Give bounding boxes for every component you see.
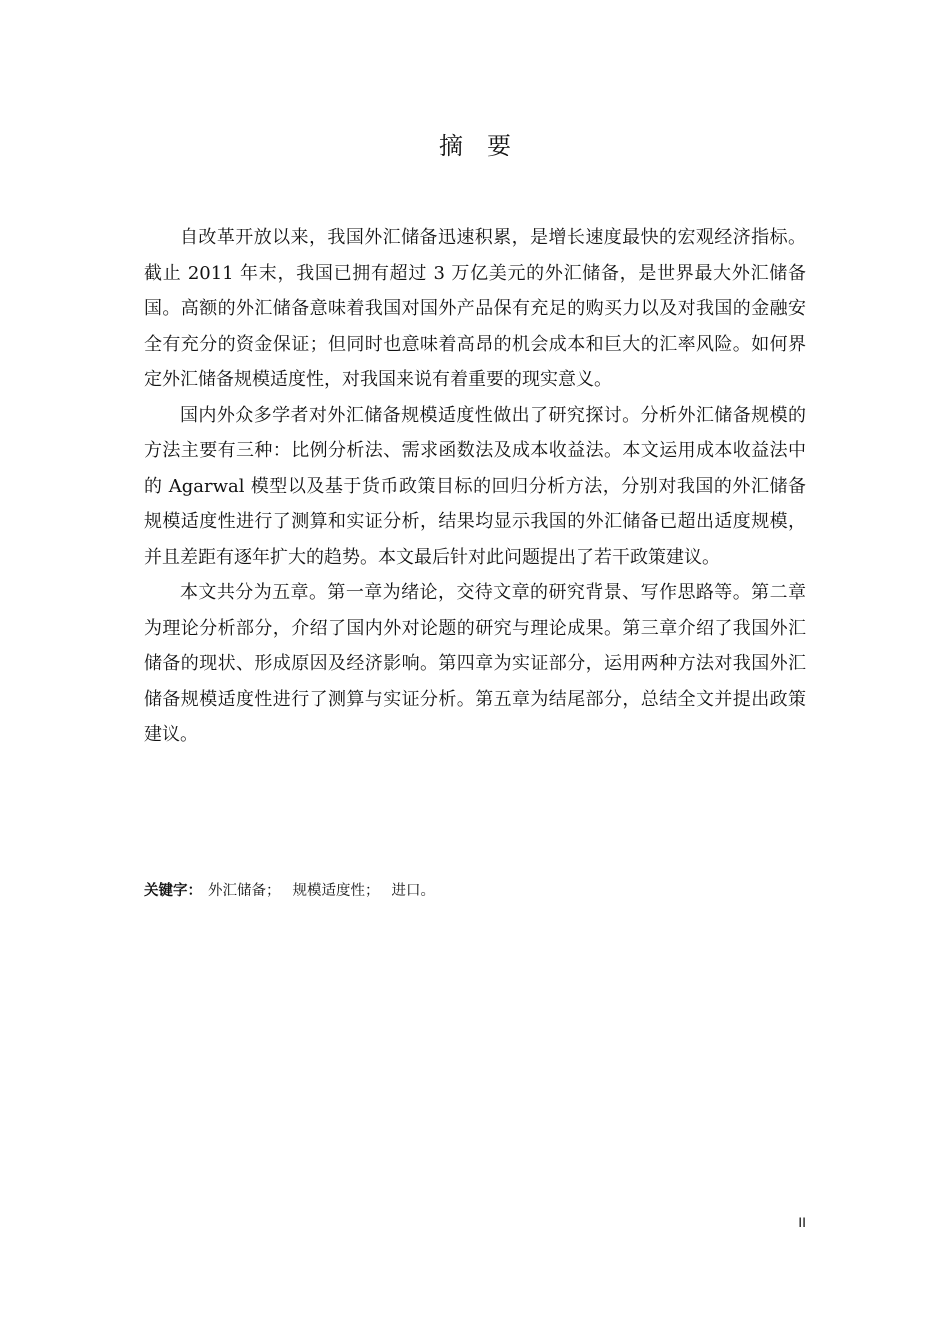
page-title: 摘要 (439, 132, 535, 160)
page-number: II (798, 1214, 806, 1230)
keyword-item: 外汇储备； (208, 883, 281, 899)
keywords-label: 关键字： (144, 883, 202, 899)
keyword-item: 进口。 (391, 883, 435, 899)
keyword-item: 规模适度性； (292, 883, 380, 899)
keywords-line (144, 880, 441, 902)
abstract-paragraph-3: 本文共分为五章。第一章为绪论，交待文章的研究背景、写作思路等。第二章为理论分析部分，介绍了国内外对论题的研究与理论成果。第三章介绍了我国外汇储备的现状、形成原因及经济影响。第四章为实证部分，运用两种方法对我国外汇储备规模适度性进行了测算与实证分析。第五章为结尾部分，总结全文并提出政策建议。 (144, 582, 806, 745)
abstract-paragraph-1: 自改革开放以来，我国外汇储备迅速积累，是增长速度最快的宏观经济指标。截止 2011 年末，我国已拥有超过 3 万亿美元的外汇储备，是世界最大外汇储备国。高额的外汇储备意味着我国对国外产品保有充足的购买力以及对我国的金融安全有充分的资金保证；但同时也意味着高昂的机会成本和巨大的汇率风险。如何界定外汇储备规模适度性，对我国来说有着重要的现实意义。 (144, 227, 806, 390)
abstract-paragraph-2: 国内外众多学者对外汇储备规模适度性做出了研究探讨。分析外汇储备规模的方法主要有三种：比例分析法、需求函数法及成本收益法。本文运用成本收益法中的 Agarwal 模型以及基于货币政策目标的回归分析方法，分别对我国的外汇储备规模适度性进行了测算和实证分析，结果均显示我国的外汇储备已超出适度规模，并且差距有逐年扩大的趋势。本文最后针对此问题提出了若干政策建议。 (144, 404, 806, 568)
abstract-body (144, 220, 806, 753)
